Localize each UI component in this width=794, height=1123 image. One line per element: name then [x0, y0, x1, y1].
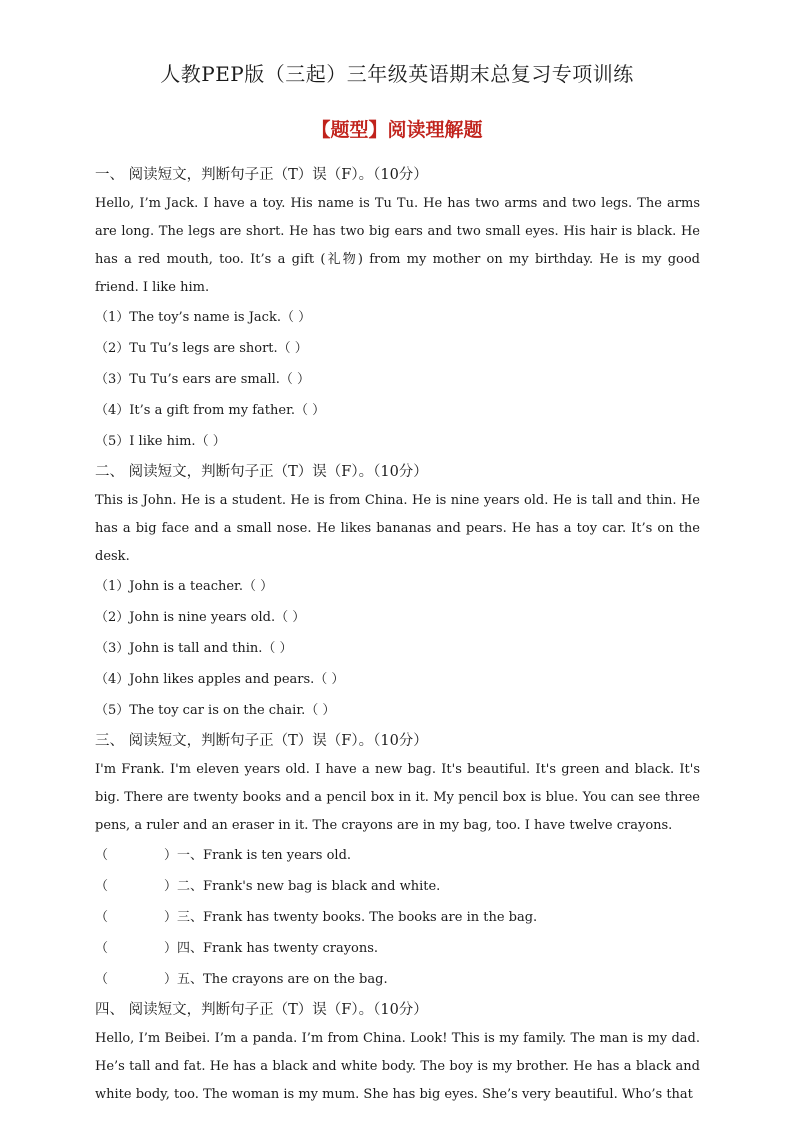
question-item — [95, 302, 700, 333]
question-item — [95, 964, 700, 995]
question-item — [95, 695, 700, 726]
question-text: John is tall and thin. — [129, 641, 263, 656]
answer-blank[interactable]: （ ） — [242, 579, 274, 594]
section-heading: 四、 阅读短文，判断句子正（T）误（F）。（10分） — [95, 1002, 428, 1018]
section-2 — [95, 457, 700, 726]
question-number: （2） — [95, 341, 130, 356]
answer-paren-left: （ — [95, 910, 109, 925]
question-item — [95, 933, 700, 964]
section-1 — [95, 160, 700, 457]
answer-blank[interactable]: （ ） — [277, 341, 308, 356]
answer-blank[interactable]: （ ） — [280, 310, 312, 325]
question-text: Frank is ten years old. — [203, 848, 352, 863]
question-item — [95, 633, 700, 664]
question-number: （5） — [95, 434, 130, 449]
question-item — [95, 571, 700, 602]
question-number: （1） — [95, 310, 130, 325]
question-item — [95, 871, 700, 902]
question-text: John likes apples and pears. — [129, 672, 315, 687]
question-text: I like him. — [129, 434, 196, 449]
question-number: （4） — [95, 403, 130, 418]
section-passage: Hello, I’m Beibei. I’m a panda. I’m from China. Look! This is my family. The man is my dad. He’s tall and fat. He has a black and white body. The boy is my brother. He has a black and white body, too. The woman is my mum. She has big eyes. She’s very beautiful. Who’s that — [95, 1031, 700, 1102]
answer-blank[interactable]: （ ） — [314, 672, 345, 687]
question-item — [95, 364, 700, 395]
question-text: John is nine years old. — [129, 610, 276, 625]
question-number: （4） — [95, 672, 130, 687]
section-heading: 一、 阅读短文，判断句子正（T）误（F）。（10分） — [95, 167, 428, 183]
answer-blank[interactable]: （ ） — [305, 703, 336, 718]
question-item — [95, 395, 700, 426]
question-number: 二、 — [177, 879, 204, 894]
question-item — [95, 664, 700, 695]
answer-blank[interactable]: （ ） — [295, 403, 326, 418]
question-text: The crayons are on the bag. — [203, 972, 388, 987]
answer-paren-left: （ — [95, 941, 109, 956]
question-text: Frank has twenty books. The books are in the bag. — [203, 910, 538, 925]
answer-paren-right: ） — [164, 941, 178, 956]
document-content — [95, 160, 700, 1109]
question-text: Tu Tu’s legs are short. — [129, 341, 278, 356]
section-heading: 二、 阅读短文，判断句子正（T）误（F）。（10分） — [95, 464, 428, 480]
answer-blank[interactable]: （ ） — [275, 610, 306, 625]
question-text: Tu Tu’s ears are small. — [129, 372, 280, 387]
answer-blank[interactable]: （ ） — [279, 372, 311, 387]
question-number: 一、 — [177, 848, 204, 863]
answer-paren-right: ） — [164, 910, 178, 925]
question-number: 四、 — [177, 941, 204, 956]
question-number: （2） — [95, 610, 130, 625]
question-text: Frank's new bag is black and white. — [203, 879, 441, 894]
question-number: 五、 — [177, 972, 204, 987]
document-title: 人教PEP版（三起）三年级英语期末总复习专项训练 — [160, 62, 634, 86]
answer-paren-right: ） — [164, 879, 178, 894]
question-text: The toy’s name is Jack. — [129, 310, 281, 325]
question-text: The toy car is on the chair. — [129, 703, 306, 718]
question-number: （5） — [95, 703, 130, 718]
section-3 — [95, 726, 700, 995]
answer-blank[interactable]: （ ） — [195, 434, 226, 449]
section-heading: 三、 阅读短文，判断句子正（T）误（F）。（10分） — [95, 733, 428, 749]
answer-paren-right: ） — [164, 972, 178, 987]
question-item — [95, 333, 700, 364]
document-subtitle: 【题型】阅读理解题 — [311, 119, 483, 141]
question-text: It’s a gift from my father. — [129, 403, 295, 418]
question-text: Frank has twenty crayons. — [203, 941, 379, 956]
question-text: John is a teacher. — [129, 579, 243, 594]
question-item — [95, 840, 700, 871]
section-passage: Hello, I’m Jack. I have a toy. His name is Tu Tu. He has two arms and two legs. The arms are long. The legs are short. He has two big ears and two small eyes. His hair is black. He has a red mouth, too. It’s a gift (礼物) from my mother on my birthday. He is my good friend. I like him. — [95, 196, 700, 295]
question-item — [95, 426, 700, 457]
answer-paren-left: （ — [95, 848, 109, 863]
question-number: （3） — [95, 641, 130, 656]
section-4 — [95, 995, 700, 1109]
question-item — [95, 902, 700, 933]
question-number: 三、 — [177, 910, 204, 925]
answer-blank[interactable]: （ ） — [262, 641, 293, 656]
answer-paren-right: ） — [164, 848, 178, 863]
section-passage: This is John. He is a student. He is from China. He is nine years old. He is tall and thin. He has a big face and a small nose. He likes bananas and pears. He has a toy car. It’s on the desk. — [95, 493, 700, 564]
answer-paren-left: （ — [95, 879, 109, 894]
answer-paren-left: （ — [95, 972, 109, 987]
question-item — [95, 602, 700, 633]
question-number: （1） — [95, 579, 130, 594]
section-passage: I'm Frank. I'm eleven years old. I have a new bag. It's beautiful. It's green and black. It's big. There are twenty books and a pencil box in it. My pencil box is blue. You can see three pens, a ruler and an eraser in it. The crayons are in my bag, too. I have twelve crayons. — [95, 762, 700, 833]
question-number: （3） — [95, 372, 130, 387]
